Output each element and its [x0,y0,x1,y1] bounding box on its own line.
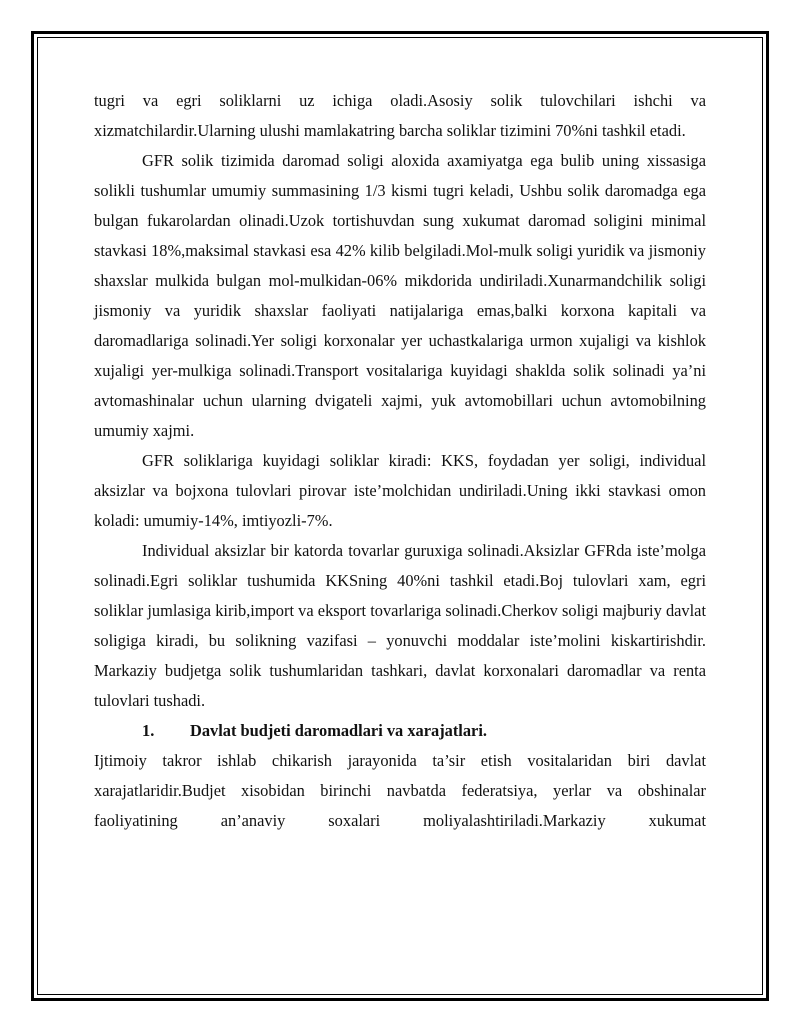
section-heading [94,716,706,746]
paragraph-3: GFR soliklariga kuyidagi soliklar kiradi: KKS, foydadan yer soligi, individual aksizlar va bojxona tulovlari pirovar iste’molchidan undiriladi.Uning ikki stavkasi omon koladi: umumiy-14%, imtiyozli-7%. [94,451,706,530]
final-paragraph: Ijtimoiy takror ishlab chikarish jarayonida ta’sir etish vositalaridan biri davlat xarajatlaridir.Budjet xisobidan birinchi navbatda federatsiya, yerlar va obshinalar faoliyatining an’anaviy soxalari moliyalashtiriladi.Markaziy xukumat [94,751,706,830]
section-title: Davlat budjeti daromadlari va xarajatlari. [190,721,487,740]
paragraph-4: Individual aksizlar bir katorda tovarlar guruxiga solinadi.Aksizlar GFRda iste’molga solinadi.Egri soliklar tushumida KKSning 40%ni tashkil etadi.Boj tulovlari xam, egri soliklar jumlasiga kirib,import va eksport tovarlariga solinadi.Cherkov soligi majburiy davlat soligiga kiradi, bu solikning vazifasi – yonuvchi moddalar iste’molini kiskartirishdir. Markaziy budjetga solik tushumlaridan tashkari, davlat korxonalari daromadlar va renta tulovlari tushadi. [94,541,706,710]
paragraph-2: GFR solik tizimida daromad soligi aloxida axamiyatga ega bulib uning xissasiga solikli tushumlar umumiy summasining 1/3 kismi tugri keladi, Ushbu solik daromadga ega bulgan fukarolardan olinadi.Uzok tortishuvdan sung xukumat daromad soligini minimal stavkasi 18%,maksimal stavkasi esa 42% kilib belgiladi.Mol-mulk soligi yuridik va jismoniy shaxslar mulkida bulgan mol-mulkidan-06% mikdorida undiriladi.Xunarmandchilik soligi jismoniy va yuridik shaxslar faoliyati natijalariga emas,balki korxona kapitali va daromadlariga solinadi.Yer soligi korxonalar yer uchastkalariga urmon xujaligi va kishlok xujaligi yer-mulkiga solinadi.Transport vositalariga kuyidagi shaklda solik solinadi ya’ni avtomashinalar uchun ularning dvigateli xajmi, yuk avtomobillari uchun avtomobilning umumiy xajmi. [94,151,706,440]
section-number: 1. [142,721,155,740]
document-body [94,86,706,836]
paragraph-1: tugri va egri soliklarni uz ichiga oladi.Asosiy solik tulovchilari ishchi va xizmatchilardir.Ularning ulushi mamlakatring barcha soliklar tizimini 70%ni tashkil etadi. [94,91,706,140]
